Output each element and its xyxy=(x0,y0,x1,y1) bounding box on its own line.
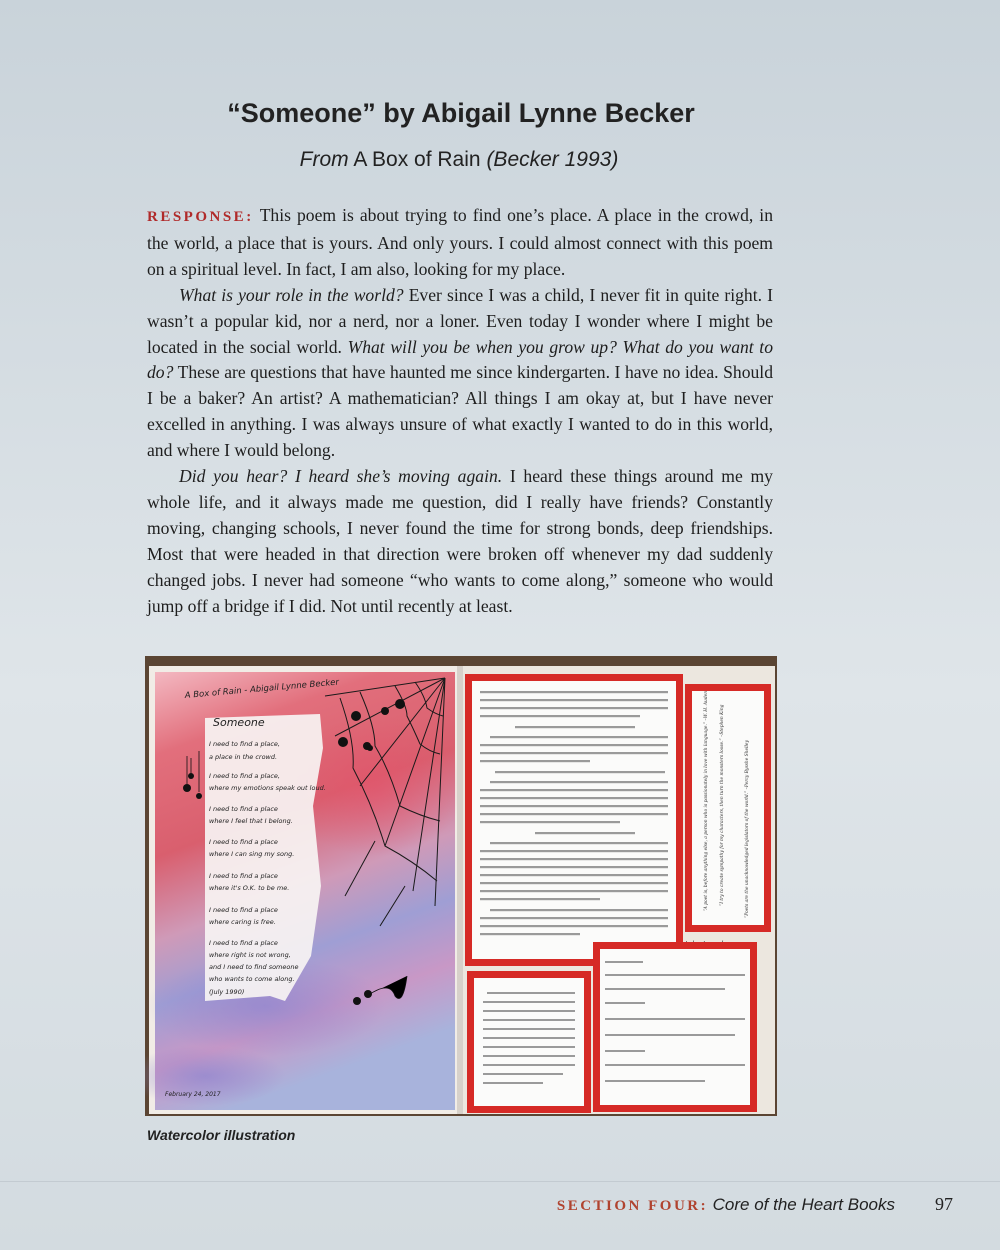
response-paragraph-1 xyxy=(147,203,773,283)
poem-line-14: where right is not wrong, xyxy=(209,951,291,959)
footer-section-name: Core of the Heart Books xyxy=(712,1195,895,1214)
poem-line-3: I need to find a place, xyxy=(209,772,280,780)
page-title: “Someone” by Abigail Lynne Becker xyxy=(227,98,695,128)
watercolor-illustration-photo xyxy=(145,656,777,1116)
page-subtitle xyxy=(0,148,918,172)
response-question-3: Did you hear? I heard she’s moving again. xyxy=(179,466,503,487)
footer-divider xyxy=(0,1181,1000,1182)
subtitle-citation: (Becker 1993) xyxy=(486,148,619,171)
poem-line-8: where I can sing my song. xyxy=(209,850,295,858)
running-footer xyxy=(557,1194,895,1215)
response-p2-text-b: These are questions that have haunted me since kindergarten. I have no idea. Should I be a baker? An artist? A mathematician? All things I am okay at, but I have never excelled in anything. I was always unsure of what exactly I wanted to do in this world, and where I would belong. xyxy=(147,362,773,461)
poem-line-1: I need to find a place, xyxy=(209,740,280,748)
response-p3-text: I heard these things around me my whole life, and it always made me question, did I really have friends? Constantly moving, changing schools, I never found the time for strong bonds, deep friendships. Most that were headed in that direction were broken off whenever my dad suddenly changed jobs. I never had someone “who wants to come along,” someone who would jump off a bridge if I did. Not until recently at least. xyxy=(147,466,773,616)
notebook-spread-svg xyxy=(145,656,777,1116)
poem-line-17: (July 1990) xyxy=(209,988,245,996)
poem-line-16: who wants to come along. xyxy=(209,975,295,983)
response-p2-text-a: Ever since I was a child, I never fit in quite right. I wasn’t a popular kid, nor a nerd, nor a loner. Even today I wonder where I might be located in the social world. xyxy=(147,284,773,357)
poem-line-11: I need to find a place xyxy=(209,906,278,914)
quote-auden: “A poet is, before anything else, a person who is passionately in love with language.” –W. H. Auden xyxy=(704,690,709,911)
page-number: 97 xyxy=(935,1194,953,1214)
response-paragraph-2 xyxy=(147,283,773,464)
poem-line-13: I need to find a place xyxy=(209,939,278,947)
subtitle-book: A Box of Rain xyxy=(353,148,481,171)
response-paragraph-3 xyxy=(147,464,773,619)
poem-date: February 24, 2017 xyxy=(165,1091,221,1098)
poem-line-15: and I need to find someone xyxy=(209,963,299,971)
response-question-2: What will you be when you grow up? What do you want to do? xyxy=(147,336,773,383)
poem-line-5: I need to find a place xyxy=(209,805,278,813)
poem-line-2: a place in the crowd. xyxy=(209,753,278,761)
footer-section-label: SECTION FOUR: xyxy=(556,1198,709,1214)
poem-heading: A Box of Rain - Abigail Lynne Becker xyxy=(184,677,340,701)
subtitle-from: From xyxy=(299,148,349,171)
illustration-caption: Watercolor illustration xyxy=(147,1127,296,1143)
response-label: RESPONSE: xyxy=(147,209,254,225)
response-body xyxy=(147,203,773,620)
poem-title: Someone xyxy=(213,716,265,729)
poem-line-9: I need to find a place xyxy=(209,872,278,880)
poem-line-7: I need to find a place xyxy=(209,838,278,846)
poem-line-10: where it's O.K. to be me. xyxy=(209,884,290,892)
quote-king: “I try to create sympathy for my characters, then turn the monsters loose.” –Stephen King xyxy=(720,704,725,906)
quote-shelley: “Poets are the unacknowledged legislators of the world.” –Percy Bysshe Shelley xyxy=(745,739,750,918)
response-p1-text: This poem is about trying to find one’s place. A place in the crowd, in the world, a place that is yours. And only yours. I could almost connect with this poem on a spiritual level. In fact, I am also, looking for my place. xyxy=(147,205,773,279)
poem-line-12: where caring is free. xyxy=(209,918,276,926)
response-question-1: What is your role in the world? xyxy=(179,284,404,305)
poem-line-4: where my emotions speak out loud. xyxy=(209,784,326,792)
poem-line-6: where I feel that I belong. xyxy=(209,817,293,825)
